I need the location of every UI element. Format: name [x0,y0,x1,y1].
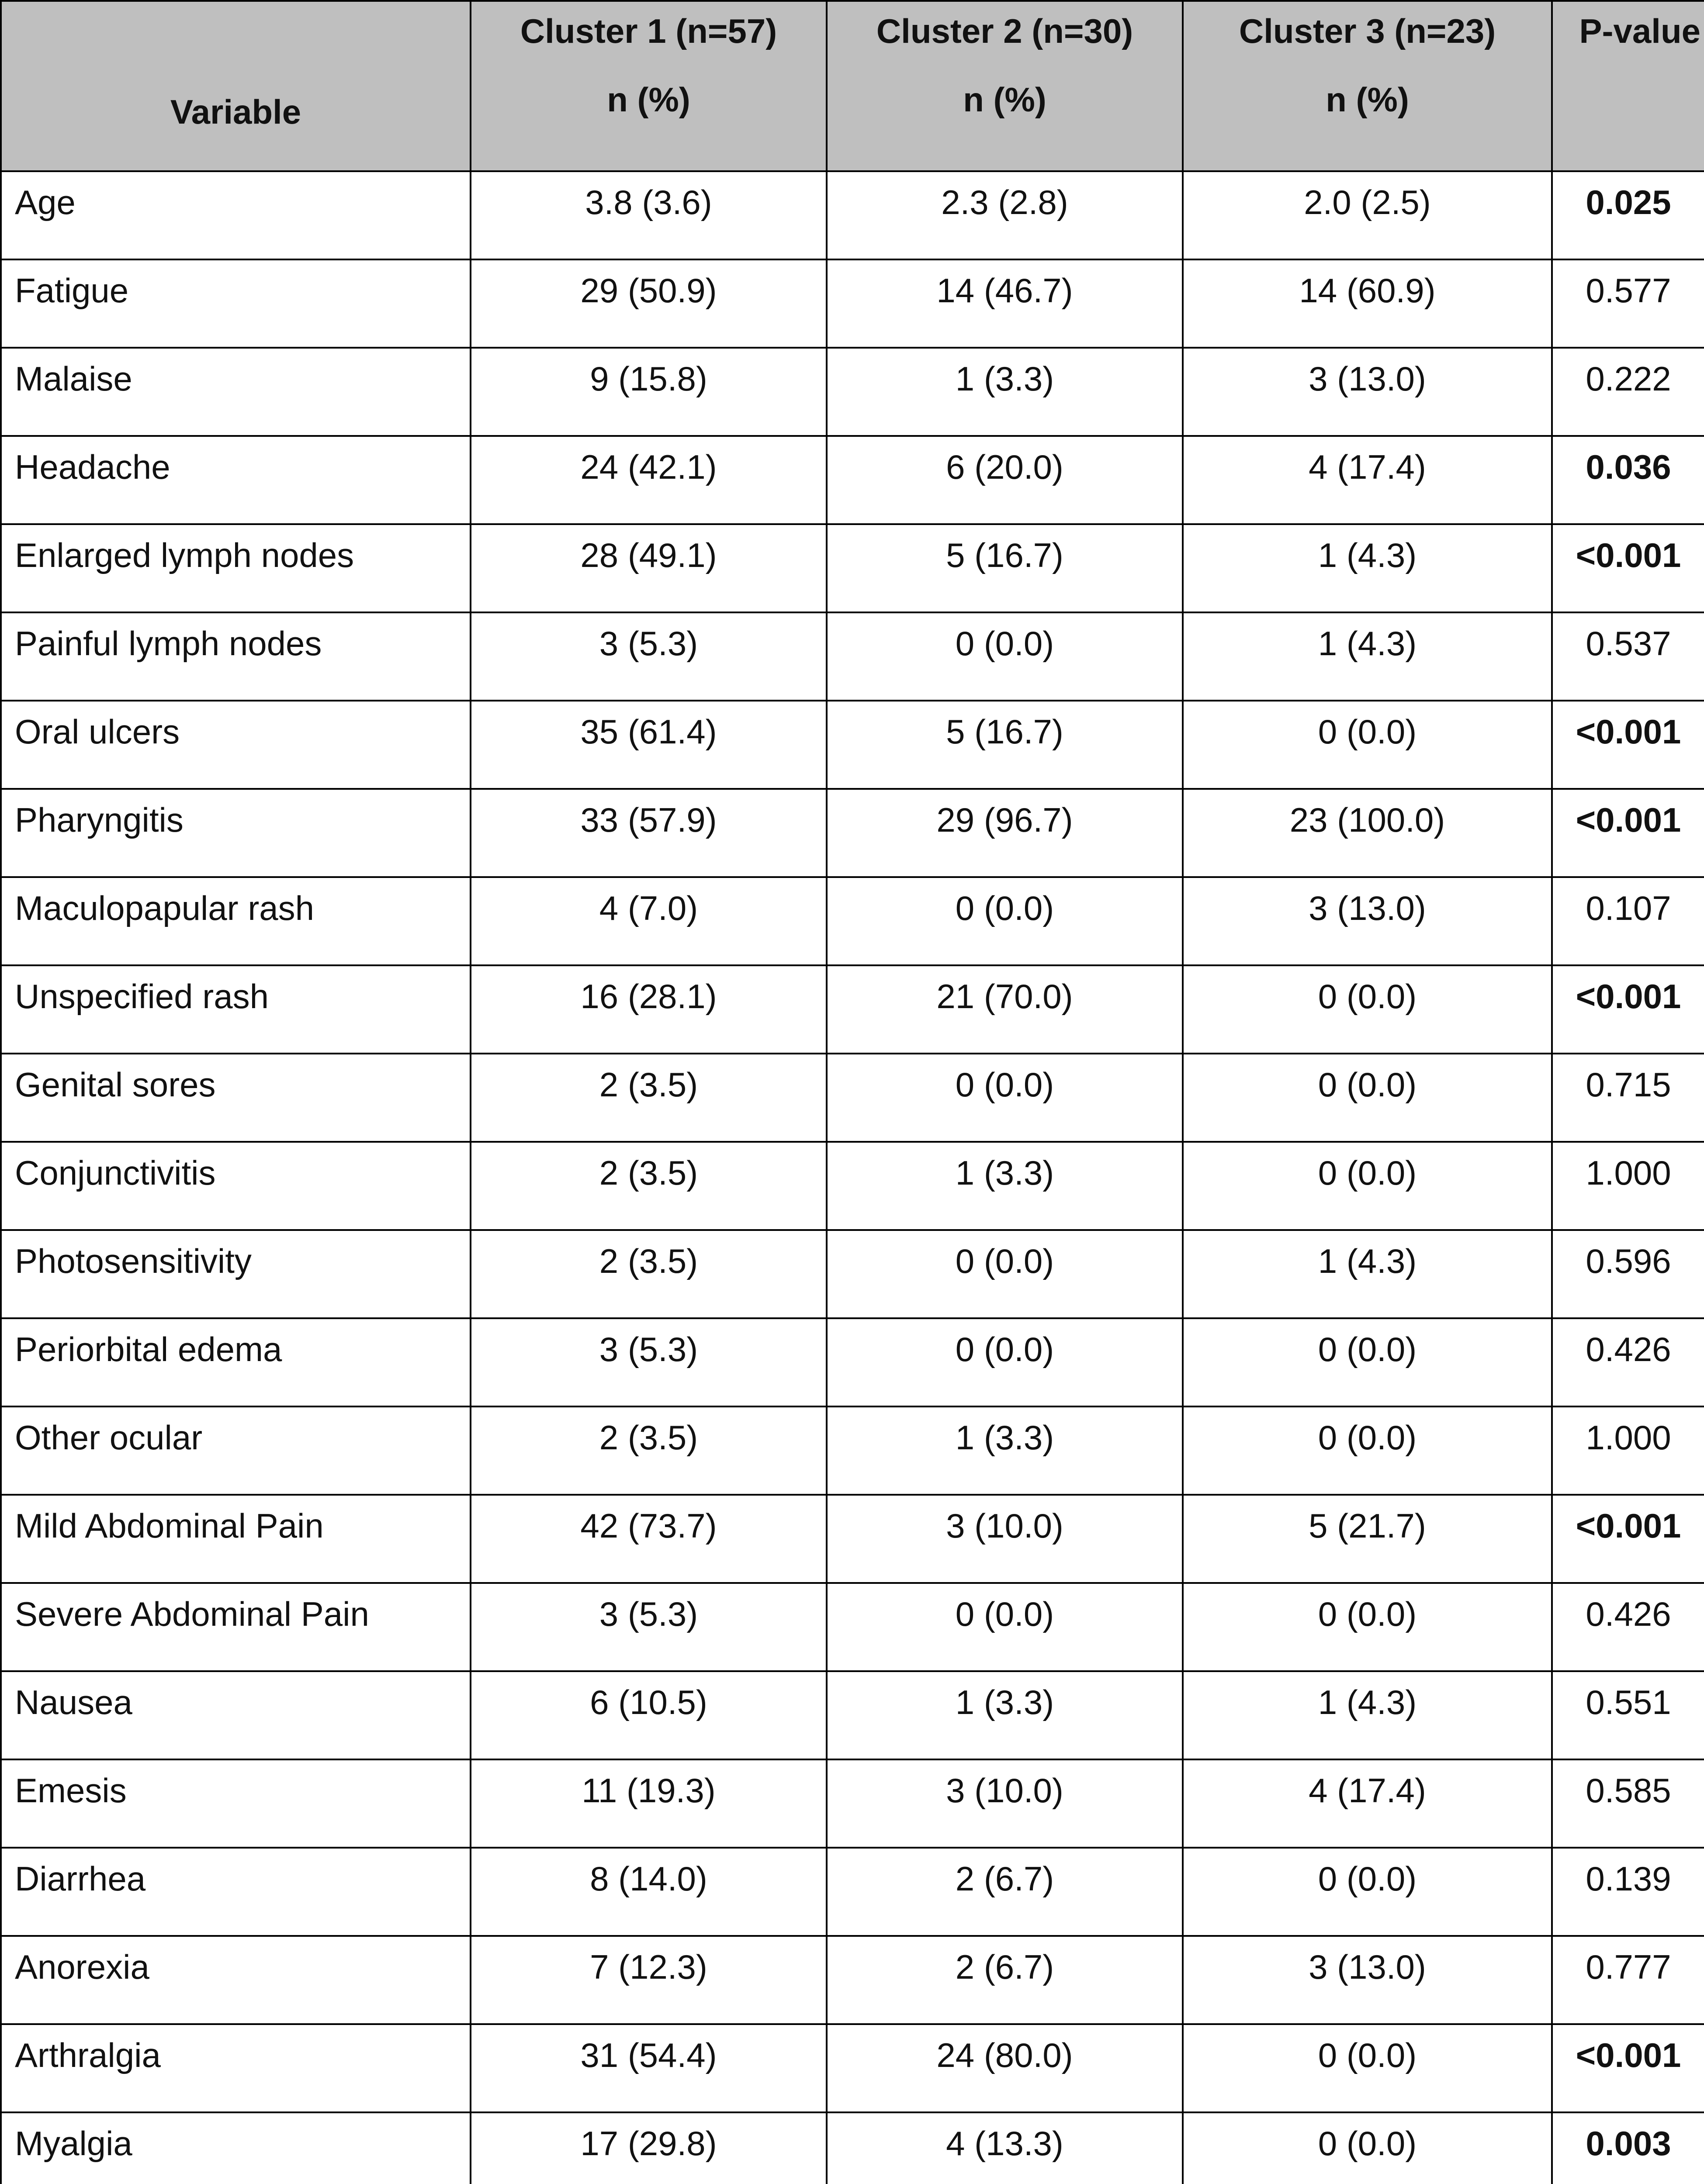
cell-cluster-2: 4 (13.3) [827,2112,1183,2184]
cell-cluster-1: 28 (49.1) [471,524,827,612]
cell-cluster-2: 0 (0.0) [827,1583,1183,1671]
cell-cluster-1: 3 (5.3) [471,612,827,701]
cell-cluster-1: 2 (3.5) [471,1054,827,1142]
cell-cluster-1: 29 (50.9) [471,259,827,348]
cell-cluster-1: 3 (5.3) [471,1318,827,1406]
cell-cluster-2: 1 (3.3) [827,348,1183,436]
header-p-value-label: P-value [1579,12,1701,50]
header-cluster-2-unit: n (%) [963,80,1046,119]
cell-p-value: <0.001 [1552,789,1704,877]
cell-p-value: 0.107 [1552,877,1704,965]
table-row [1,259,1704,348]
cell-cluster-3: 1 (4.3) [1183,612,1552,701]
table-row [1,612,1704,701]
cell-cluster-2: 0 (0.0) [827,1054,1183,1142]
cell-cluster-1: 11 (19.3) [471,1759,827,1848]
cell-p-value: 0.577 [1552,259,1704,348]
cell-cluster-3: 0 (0.0) [1183,1583,1552,1671]
cell-cluster-2: 5 (16.7) [827,524,1183,612]
table-header [1,1,1704,171]
cell-variable: Enlarged lymph nodes [1,524,471,612]
cell-p-value: 0.551 [1552,1671,1704,1759]
cell-cluster-3: 1 (4.3) [1183,1230,1552,1318]
cell-variable: Painful lymph nodes [1,612,471,701]
cell-cluster-2: 6 (20.0) [827,436,1183,524]
cell-variable: Nausea [1,1671,471,1759]
cell-cluster-2: 5 (16.7) [827,701,1183,789]
table-row [1,1936,1704,2024]
cell-variable: Other ocular [1,1406,471,1495]
header-cluster-2 [827,1,1183,171]
cell-cluster-2: 1 (3.3) [827,1671,1183,1759]
cell-cluster-2: 3 (10.0) [827,1759,1183,1848]
cell-p-value: <0.001 [1552,1495,1704,1583]
cell-p-value: 0.715 [1552,1054,1704,1142]
cell-variable: Emesis [1,1759,471,1848]
cell-cluster-3: 0 (0.0) [1183,2112,1552,2184]
cell-cluster-2: 24 (80.0) [827,2024,1183,2112]
table-row [1,348,1704,436]
cell-cluster-2: 1 (3.3) [827,1142,1183,1230]
cell-variable: Malaise [1,348,471,436]
cell-p-value: <0.001 [1552,701,1704,789]
cell-cluster-1: 17 (29.8) [471,2112,827,2184]
cell-cluster-1: 8 (14.0) [471,1848,827,1936]
cell-cluster-1: 2 (3.5) [471,1406,827,1495]
cell-cluster-1: 7 (12.3) [471,1936,827,2024]
cell-cluster-1: 33 (57.9) [471,789,827,877]
header-variable-label: Variable [170,93,301,131]
header-cluster-1-title: Cluster 1 (n=57) [520,12,777,50]
cell-variable: Genital sores [1,1054,471,1142]
cell-cluster-3: 0 (0.0) [1183,701,1552,789]
table-row [1,1406,1704,1495]
cell-cluster-2: 14 (46.7) [827,259,1183,348]
cell-cluster-2: 0 (0.0) [827,612,1183,701]
cell-cluster-1: 6 (10.5) [471,1671,827,1759]
table-row [1,1583,1704,1671]
cell-cluster-1: 31 (54.4) [471,2024,827,2112]
cell-cluster-3: 0 (0.0) [1183,1406,1552,1495]
cell-variable: Severe Abdominal Pain [1,1583,471,1671]
cell-p-value: 0.426 [1552,1583,1704,1671]
table-row [1,2112,1704,2184]
cell-variable: Diarrhea [1,1848,471,1936]
header-cluster-2-title: Cluster 2 (n=30) [876,12,1133,50]
header-variable [1,1,471,171]
cell-cluster-1: 9 (15.8) [471,348,827,436]
table-row [1,436,1704,524]
cell-cluster-3: 0 (0.0) [1183,1848,1552,1936]
table-row [1,1848,1704,1936]
cell-variable: Arthralgia [1,2024,471,2112]
table-row [1,1142,1704,1230]
header-row [1,1,1704,171]
table-row [1,1671,1704,1759]
table-row [1,524,1704,612]
cell-p-value: 1.000 [1552,1142,1704,1230]
cell-variable: Age [1,171,471,259]
table-row [1,1318,1704,1406]
cell-variable: Unspecified rash [1,965,471,1054]
cell-cluster-1: 42 (73.7) [471,1495,827,1583]
cell-variable: Periorbital edema [1,1318,471,1406]
cell-cluster-2: 2 (6.7) [827,1848,1183,1936]
cell-cluster-1: 35 (61.4) [471,701,827,789]
cell-p-value: 0.777 [1552,1936,1704,2024]
cell-cluster-2: 29 (96.7) [827,789,1183,877]
cell-cluster-3: 3 (13.0) [1183,348,1552,436]
table-row [1,1054,1704,1142]
table-row [1,965,1704,1054]
cell-cluster-1: 4 (7.0) [471,877,827,965]
cell-variable: Headache [1,436,471,524]
cell-cluster-2: 0 (0.0) [827,877,1183,965]
cell-p-value: <0.001 [1552,524,1704,612]
table-row [1,171,1704,259]
cell-variable: Conjunctivitis [1,1142,471,1230]
table-body [1,171,1704,2184]
header-cluster-1 [471,1,827,171]
cell-cluster-2: 21 (70.0) [827,965,1183,1054]
cell-p-value: 0.537 [1552,612,1704,701]
cell-cluster-1: 3.8 (3.6) [471,171,827,259]
table-row [1,877,1704,965]
cell-p-value: 0.003 [1552,2112,1704,2184]
cell-cluster-2: 2 (6.7) [827,1936,1183,2024]
cell-p-value: 0.426 [1552,1318,1704,1406]
cell-p-value: 0.596 [1552,1230,1704,1318]
cell-cluster-2: 2.3 (2.8) [827,171,1183,259]
cell-cluster-1: 24 (42.1) [471,436,827,524]
table-row [1,1230,1704,1318]
header-cluster-3-title: Cluster 3 (n=23) [1239,12,1496,50]
cell-cluster-3: 23 (100.0) [1183,789,1552,877]
cell-p-value: 0.139 [1552,1848,1704,1936]
cell-cluster-3: 0 (0.0) [1183,2024,1552,2112]
cell-p-value: 0.025 [1552,171,1704,259]
header-cluster-1-unit: n (%) [607,80,690,119]
table-row [1,2024,1704,2112]
cell-cluster-3: 4 (17.4) [1183,436,1552,524]
cell-cluster-3: 0 (0.0) [1183,965,1552,1054]
cell-p-value: 0.222 [1552,348,1704,436]
cell-cluster-1: 2 (3.5) [471,1142,827,1230]
cell-cluster-1: 16 (28.1) [471,965,827,1054]
cell-variable: Oral ulcers [1,701,471,789]
cell-p-value: 1.000 [1552,1406,1704,1495]
cell-variable: Photosensitivity [1,1230,471,1318]
cell-cluster-2: 0 (0.0) [827,1318,1183,1406]
cell-cluster-3: 0 (0.0) [1183,1054,1552,1142]
cell-cluster-3: 4 (17.4) [1183,1759,1552,1848]
cell-variable: Myalgia [1,2112,471,2184]
cell-cluster-2: 1 (3.3) [827,1406,1183,1495]
table-row [1,701,1704,789]
header-cluster-3-unit: n (%) [1326,80,1409,119]
cell-variable: Fatigue [1,259,471,348]
header-p-value [1552,1,1704,171]
cell-cluster-3: 0 (0.0) [1183,1318,1552,1406]
cell-cluster-2: 3 (10.0) [827,1495,1183,1583]
table-row [1,1759,1704,1848]
cell-p-value: <0.001 [1552,965,1704,1054]
cell-cluster-3: 5 (21.7) [1183,1495,1552,1583]
cell-p-value: 0.585 [1552,1759,1704,1848]
cell-cluster-3: 1 (4.3) [1183,524,1552,612]
header-cluster-3 [1183,1,1552,171]
cell-cluster-3: 14 (60.9) [1183,259,1552,348]
cell-p-value: 0.036 [1552,436,1704,524]
cell-cluster-3: 2.0 (2.5) [1183,171,1552,259]
cell-cluster-3: 1 (4.3) [1183,1671,1552,1759]
cell-variable: Pharyngitis [1,789,471,877]
cell-p-value: <0.001 [1552,2024,1704,2112]
cell-cluster-3: 0 (0.0) [1183,1142,1552,1230]
cell-cluster-3: 3 (13.0) [1183,1936,1552,2024]
table-row [1,1495,1704,1583]
cell-cluster-2: 0 (0.0) [827,1230,1183,1318]
cell-cluster-1: 2 (3.5) [471,1230,827,1318]
cell-cluster-3: 3 (13.0) [1183,877,1552,965]
table-row [1,789,1704,877]
cell-variable: Maculopapular rash [1,877,471,965]
cell-variable: Mild Abdominal Pain [1,1495,471,1583]
cell-variable: Anorexia [1,1936,471,2024]
cell-cluster-1: 3 (5.3) [471,1583,827,1671]
